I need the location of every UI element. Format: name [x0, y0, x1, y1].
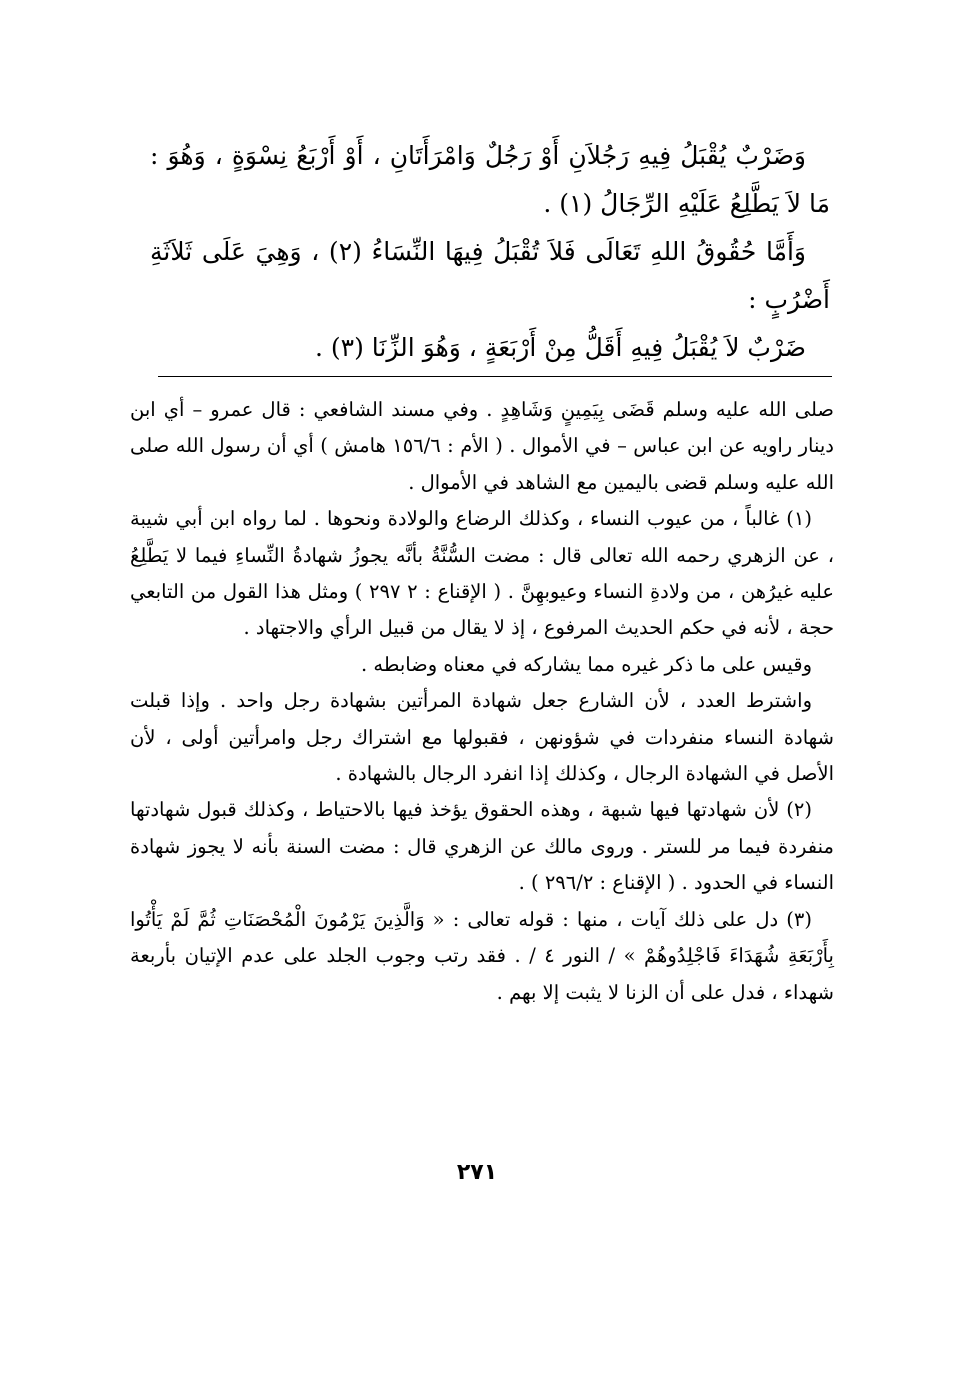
- footnote-divider: [158, 376, 832, 377]
- main-paragraph: وَأَمَّا حُقُوقُ اللهِ تَعَالَى فَلاَ تُقْبَلُ فِيهَا النِّسَاءُ (٢) ، وَهِيَ عَلَى ثَلاَثَةِ أَضْرُبٍ :: [150, 237, 830, 314]
- page-number: ٢٧١: [456, 1160, 498, 1185]
- footnote-continuation: صلى الله عليه وسلم قَضَى بِيَمِينٍ وَشَاهِدٍ . وفي مسند الشافعي : قال عمرو – أي ابن دينار راويه عن ابن عباس – في الأموال . ( الأم : ١٥٦/٦ هامش ) أي أن رسول الله صلى الله عليه وسلم قضى باليمين مع الشاهد في الأموال .: [130, 398, 834, 494]
- footnote-2: (٢) لأن شهادتها فيها شبهة ، وهذه الحقوق يؤخذ فيها بالاحتياط ، وكذلك قبول شهادتها منفردة فيما مر للستر . وروى مالك عن الزهري قال : مضت السنة بأنه لا يجوز شهادة النساء في الحدود . ( الإقناع : ٢٩٦/٢ ) .: [130, 798, 834, 895]
- main-text-block: [150, 132, 830, 372]
- footnote-1: (١) غالباً ، من عيوب النساء ، وكذلك الرضاع والولادة ونحوها . لما رواه ابن أبي شيبة ، عن الزهري رحمه الله تعالى قال : مضت السُّنَّةُ بأنَّه يجوزُ شهادةُ النِّساءِ فيما لا يَطَّلِعُ عليه غيرُهن ، من ولادةِ النساء وعيوبهِنَّ . ( الإقناع : ٢ ٢٩٧ ) ومثل هذا القول من التابعي حجة ، لأنه في حكم الحديث المرفوع ، إذ لا يقال من قبيل الرأي والاجتهاد .: [130, 507, 835, 640]
- main-paragraph: ضَرْبٌ لاَ يُقْبَلُ فِيهِ أَقَلُّ مِنْ أَرْبَعَةٍ ، وَهُوَ الزِّنَا (٣) .: [315, 333, 806, 362]
- footnote-3: (٣) دل على ذلك آيات ، منها : قوله تعالى : « وَالَّذِينَ يَرْمُونَ الْمُحْصَنَاتِ ثُمَّ لَمْ يَأْتُوا بِأَرْبَعَةِ شُهَدَاءَ فَاجْلِدُوهُمْ » / النور ٤ / . فقد رتب وجوب الجلد على عدم الإتيان بأربعة شهداء ، فدل على أن الزنا لا يثبت إلا بهم .: [130, 907, 834, 1004]
- main-paragraph: وَضَرْبٌ يُقْبَلُ فِيهِ رَجُلاَنِ أَوْ رَجُلٌ وَامْرَأَتَانِ ، أَوْ أَرْبَعُ نِسْوَةٍ ، وَهُوَ : مَا لاَ يَطَّلِعُ عَلَيْهِ الرِّجَالُ (١) .: [150, 141, 830, 218]
- footnote-paragraph: وقيس على ما ذكر غيره مما يشاركه في معناه وضابطه .: [360, 652, 812, 676]
- footnotes-block: [130, 392, 834, 1011]
- footnote-paragraph: واشترط العدد ، لأن الشارع جعل شهادة المرأتين بشهادة رجل واحد . وإذا قبلت شهادة النساء منفردات في شؤونهن ، فقبولها مع اشتراك رجل وامرأتين أولى ، لأن الأصل في الشهادة الرجال ، وكذلك إذا انفرد الرجال بالشهادة .: [130, 689, 834, 786]
